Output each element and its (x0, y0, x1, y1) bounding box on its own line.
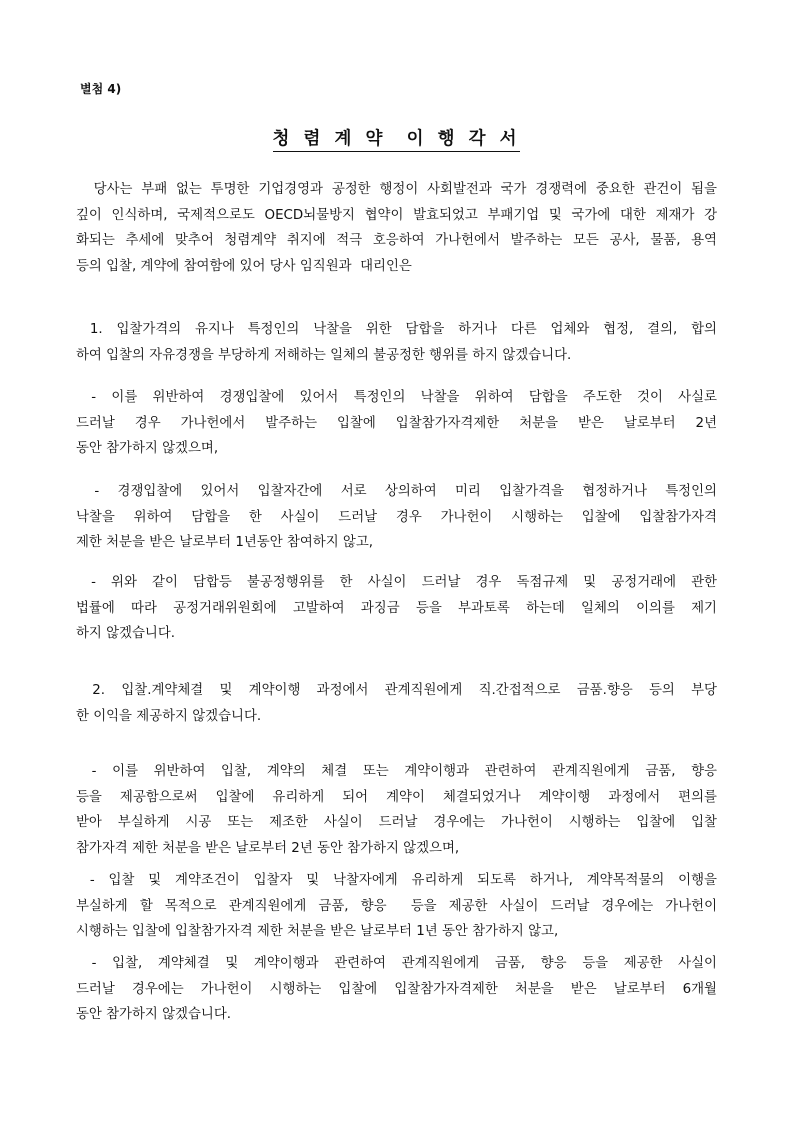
clause-1-sub-2 (76, 479, 717, 556)
clause-2-sub-2 (76, 868, 717, 945)
text-line: 하여 입찰의 자유경쟁을 부당하게 저해하는 일체의 불공정한 행위를 하지 않겠습니다. (76, 347, 572, 363)
text-line: - 경쟁입찰에 있어서 입찰자간에 서로 상의하여 미리 입찰가격을 협정하거나 특정인의 (76, 484, 717, 499)
text-line: - 이를 위반하여 입찰, 계약의 체결 또는 계약이행과 관련하여 관계직원에게 금품, 향응 (76, 764, 717, 779)
intro-paragraph (76, 177, 717, 279)
text-line: 드러날 경우 가나헌에서 발주하는 입찰에 입찰참가자격제한 처분을 받은 날로부터 2년 (76, 415, 717, 431)
text-line: 시행하는 입찰에 입찰참가자격 제한 처분을 받은 날로부터 1년 동안 참가하지 않고, (76, 924, 559, 939)
text-line: 동안 참가하지 않겠으며, (76, 441, 219, 456)
clause-2-sub-1 (76, 759, 717, 861)
text-line: 하지 않겠습니다. (76, 626, 176, 641)
document-title-text: 청 렴 계 약 이 행 각 서 (273, 129, 521, 152)
text-line: - 이를 위반하여 경쟁입찰에 있어서 특정인의 낙찰을 위하여 담합을 주도한 것이 사실로 (76, 390, 717, 405)
text-line: 깊이 인식하며, 국제적으로도 OECD뇌물방지 협약이 발효되었고 부패기업 및 국가에 대한 제재가 강 (76, 207, 717, 223)
text-line: 드러날 경우에는 가나헌이 시행하는 입찰에 입찰참가자격제한 처분을 받은 날로부터 6개월 (76, 981, 717, 997)
clause-1 (76, 317, 717, 368)
text-line: 한 이익을 제공하지 않겠습니다. (76, 708, 262, 724)
text-line: 참가자격 제한 처분을 받은 날로부터 2년 동안 참가하지 않겠으며, (76, 840, 460, 856)
text-line: 부실하게 할 목적으로 관계직원에게 금품, 향응 등을 제공한 사실이 드러날 경우에는 가나헌이 (76, 898, 717, 914)
text-line: 화되는 추세에 맞추어 청렴계약 취지에 적극 호응하여 가나헌에서 발주하는 모든 공사, 물품, 용역 (76, 233, 717, 248)
text-line: 받아 부실하게 시공 또는 제조한 사실이 드러날 경우에는 가나헌이 시행하는 입찰에 입찰 (76, 815, 717, 830)
clause-1-sub-3 (76, 570, 717, 647)
attachment-label: 별첨 4) (80, 82, 122, 96)
text-line: 낙찰을 위하여 담합을 한 사실이 드러날 경우 가나헌이 시행하는 입찰에 입찰참가자격 (76, 509, 717, 525)
document-title (0, 125, 793, 150)
text-line: 법률에 따라 공정거래위원회에 고발하여 과징금 등을 부과토록 하는데 일체의 이의를 제기 (76, 600, 717, 616)
text-line: - 위와 같이 담합등 불공정행위를 한 사실이 드러날 경우 독점규제 및 공정거래에 관한 (76, 575, 717, 590)
clause-2 (76, 678, 717, 729)
clause-2-sub-3 (76, 951, 717, 1028)
text-line: - 입찰 및 계약조건이 입찰자 및 낙찰자에게 유리하게 되도록 하거나, 계약목적물의 이행을 (76, 873, 717, 888)
text-line: 등을 제공함으로써 입찰에 유리하게 되어 계약이 체결되었거나 계약이행 과정에서 편의를 (76, 789, 717, 805)
text-line: - 입찰, 계약체결 및 계약이행과 관련하여 관계직원에게 금품, 향응 등을 제공한 사실이 (76, 956, 717, 971)
text-line: 제한 처분을 받은 날로부터 1년동안 참여하지 않고, (76, 535, 374, 550)
text-line: 당사는 부패 없는 투명한 기업경영과 공정한 행정이 사회발전과 국가 경쟁력에 중요한 관건이 됨을 (76, 182, 717, 197)
text-line: 등의 입찰, 계약에 참여함에 있어 당사 임직원과 대리인은 (76, 258, 412, 274)
text-line: 1. 입찰가격의 유지나 특정인의 낙찰을 위한 담합을 하거나 다른 업체와 협정, 결의, 합의 (76, 322, 717, 337)
text-line: 동안 참가하지 않겠습니다. (76, 1007, 232, 1022)
clause-1-sub-1 (76, 385, 717, 462)
text-line: 2. 입찰.계약체결 및 계약이행 과정에서 관계직원에게 직.간접적으로 금품.향응 등의 부당 (76, 683, 717, 698)
